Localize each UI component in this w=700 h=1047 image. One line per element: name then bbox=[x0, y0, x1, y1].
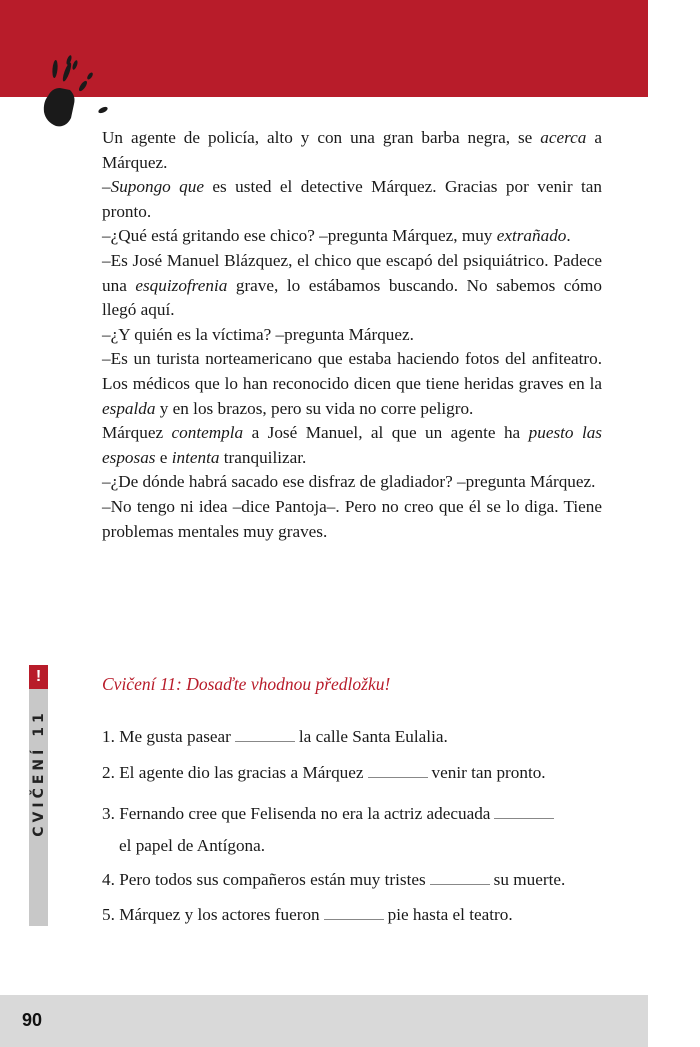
story-paragraph bbox=[102, 495, 602, 544]
paragraph-text: tranquilizar. bbox=[219, 447, 307, 467]
answer-blank[interactable] bbox=[235, 727, 295, 742]
paragraph-text: –¿De dónde habrá sacado ese disfraz de gladiador? –pregunta Márquez. bbox=[102, 472, 596, 492]
item-text: 4. Pero todos sus compañeros están muy tristes bbox=[102, 870, 426, 889]
story-paragraph bbox=[102, 347, 602, 421]
paragraph-text: –Es un turista norteamericano que estaba haciendo fotos del anfiteatro. Los médicos que lo han reconocido dicen que tiene heridas graves en la bbox=[102, 349, 602, 393]
emphasized-text: contempla bbox=[171, 423, 244, 443]
paragraph-text: –Es José Manuel Blázquez, el chico que escapó del psiquiátrico. Padece una bbox=[102, 250, 602, 295]
paragraph-text: Un agente de policía, alto y con una gran barba negra, se bbox=[102, 128, 541, 147]
emphasized-text: acerca bbox=[540, 128, 587, 147]
emphasized-text: intenta bbox=[171, 447, 220, 467]
story-paragraph bbox=[102, 126, 602, 175]
emphasized-text: esquizofrenia bbox=[135, 275, 228, 295]
exclamation-icon: ! bbox=[29, 665, 48, 689]
answer-blank[interactable] bbox=[368, 763, 428, 778]
exercise-item bbox=[102, 865, 565, 895]
exercise-title: Cvičení 11: Dosaďte vhodnou předložku! bbox=[102, 674, 391, 694]
item-text: 3. Fernando cree que Felisenda no era la actriz adecuada bbox=[102, 804, 491, 823]
handprint-icon bbox=[38, 52, 118, 132]
footer-band bbox=[0, 995, 648, 1047]
paragraph-text: grave, lo estábamos buscando. No sabemos cómo llegó aquí. bbox=[102, 275, 602, 320]
item-text: su muerte. bbox=[493, 870, 566, 889]
story-text bbox=[102, 126, 602, 544]
paragraph-text: a José Manuel, al que un agente ha bbox=[243, 423, 529, 443]
paragraph-text: e bbox=[155, 447, 172, 467]
emphasized-text: puesto las esposas bbox=[102, 423, 602, 467]
item-text: el papel de Antígona. bbox=[119, 836, 266, 855]
story-paragraph bbox=[102, 224, 602, 249]
emphasized-text: espalda bbox=[102, 398, 156, 418]
exercise-item bbox=[102, 758, 546, 788]
story-paragraph bbox=[102, 323, 602, 348]
item-text: 2. El agente dio las gracias a Márquez bbox=[102, 763, 364, 782]
paragraph-text: – bbox=[102, 177, 111, 197]
story-paragraph bbox=[102, 470, 602, 495]
answer-blank[interactable] bbox=[430, 870, 490, 885]
story-paragraph bbox=[102, 175, 602, 224]
paragraph-text: es usted el detective Márquez. Gracias por venir tan pronto. bbox=[102, 177, 602, 221]
paragraph-text: –¿Qué está gritando ese chico? –pregunta Márquez, muy bbox=[102, 226, 497, 246]
item-text: 1. Me gusta pasear bbox=[102, 727, 231, 746]
item-text: venir tan pronto. bbox=[431, 763, 546, 782]
exercise-item bbox=[102, 900, 513, 930]
emphasized-text: Supongo que bbox=[110, 177, 204, 197]
paragraph-text: –¿Y quién es la víctima? –pregunta Márquez. bbox=[102, 324, 414, 344]
paragraph-text: a Márquez. bbox=[102, 128, 602, 172]
item-text: la calle Santa Eulalia. bbox=[298, 727, 448, 746]
paragraph-text: Márquez bbox=[102, 423, 172, 443]
page-number: 90 bbox=[22, 1010, 43, 1030]
exercise-sidebar bbox=[29, 665, 48, 926]
sidebar-label: CVIČENÍ 11 bbox=[31, 709, 47, 837]
exercise-item bbox=[102, 722, 448, 752]
item-text: 5. Márquez y los actores fueron bbox=[102, 905, 320, 924]
paragraph-text: y en los brazos, pero su vida no corre peligro. bbox=[155, 398, 474, 418]
paragraph-text: –No tengo ni idea –dice Pantoja–. Pero no creo que él se lo diga. Tiene problemas mentales muy graves. bbox=[102, 496, 602, 541]
story-paragraph bbox=[102, 421, 602, 470]
paragraph-text: . bbox=[566, 226, 571, 246]
answer-blank[interactable] bbox=[494, 804, 554, 819]
exercise-item bbox=[102, 798, 558, 862]
answer-blank[interactable] bbox=[324, 905, 384, 920]
emphasized-text: extrañado bbox=[496, 226, 567, 246]
item-text: pie hasta el teatro. bbox=[387, 905, 513, 924]
story-paragraph bbox=[102, 249, 602, 323]
